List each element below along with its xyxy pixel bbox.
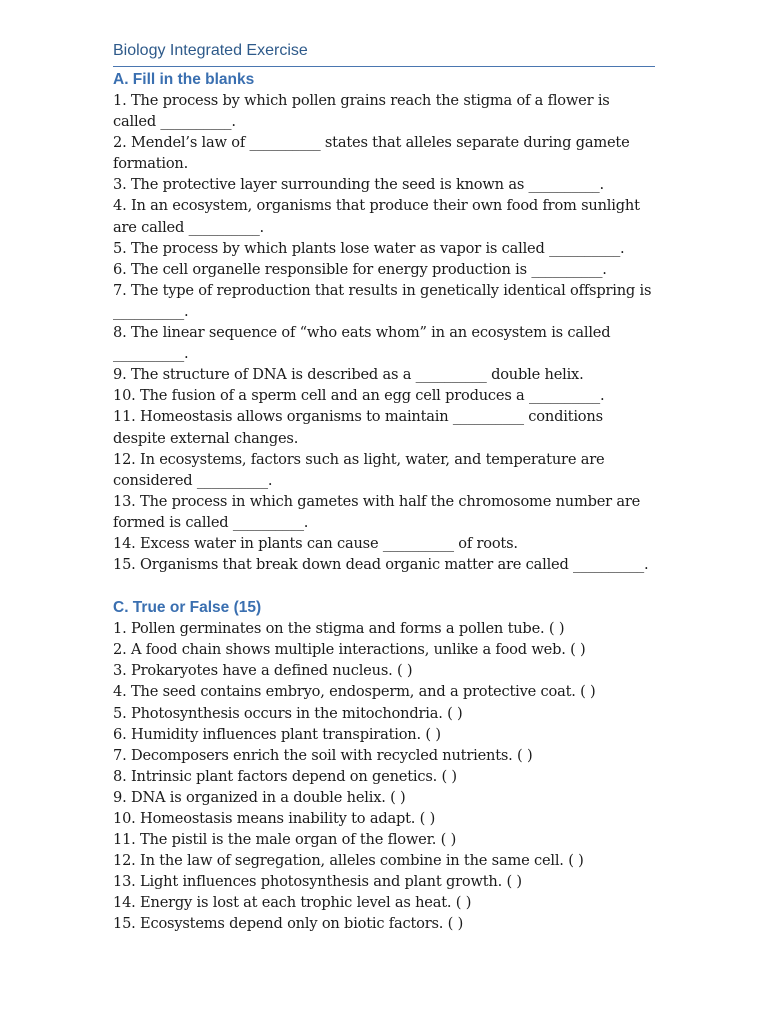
section-true-false bbox=[113, 597, 655, 934]
fill-in-blank-item: 13. The process in which gametes with half the chromosome number are formed is called __________. bbox=[113, 492, 641, 531]
fill-in-blank-item: 14. Excess water in plants can cause __________ of roots. bbox=[113, 534, 518, 552]
document-page bbox=[113, 40, 655, 935]
fill-in-blank-item: 12. In ecosystems, factors such as light, water, and temperature are considered __________. bbox=[113, 450, 605, 489]
true-false-item: 9. DNA is organized in a double helix. ( ) bbox=[113, 788, 406, 806]
true-false-item: 14. Energy is lost at each trophic level as heat. ( ) bbox=[113, 894, 472, 912]
true-false-item: 15. Ecosystems depend only on biotic factors. ( ) bbox=[113, 915, 464, 933]
fill-in-blank-item: 15. Organisms that break down dead organic matter are called __________. bbox=[113, 556, 649, 574]
fill-in-blank-item: 3. The protective layer surrounding the seed is known as __________. bbox=[113, 176, 604, 194]
fill-in-blank-item: 8. The linear sequence of “who eats whom” in an ecosystem is called __________. bbox=[113, 324, 611, 363]
true-false-item: 11. The pistil is the male organ of the flower. ( ) bbox=[113, 831, 457, 849]
section-fill-in-blanks bbox=[113, 69, 655, 575]
true-false-item: 10. Homeostasis means inability to adapt. ( ) bbox=[113, 810, 436, 827]
true-false-item: 13. Light influences photosynthesis and plant growth. ( ) bbox=[113, 873, 522, 891]
fill-in-blank-item: 7. The type of reproduction that results in genetically identical offspring is __________. bbox=[113, 281, 652, 320]
true-false-list bbox=[113, 618, 655, 934]
true-false-item: 4. The seed contains embryo, endosperm, and a protective coat. ( ) bbox=[113, 683, 596, 701]
fill-in-blank-item: 4. In an ecosystem, organisms that produce their own food from sunlight are called __________. bbox=[113, 197, 640, 236]
fill-in-blank-item: 1. The process by which pollen grains reach the stigma of a flower is called __________. bbox=[113, 92, 610, 131]
fill-in-blank-item: 5. The process by which plants lose water as vapor is called __________. bbox=[113, 239, 625, 257]
true-false-item: 1. Pollen germinates on the stigma and forms a pollen tube. ( ) bbox=[113, 620, 565, 638]
fill-in-blank-item: 11. Homeostasis allows organisms to maintain __________ conditions despite external changes. bbox=[113, 408, 603, 447]
fill-in-blank-item: 6. The cell organelle responsible for energy production is __________. bbox=[113, 260, 607, 278]
true-false-item: 5. Photosynthesis occurs in the mitochondria. ( ) bbox=[113, 704, 463, 722]
true-false-item: 8. Intrinsic plant factors depend on genetics. ( ) bbox=[113, 767, 457, 785]
true-false-item: 3. Prokaryotes have a defined nucleus. ( ) bbox=[113, 662, 413, 680]
true-false-item: 2. A food chain shows multiple interactions, unlike a food web. ( ) bbox=[113, 641, 586, 659]
fill-in-blanks-list bbox=[113, 90, 655, 575]
fill-in-blank-item: 2. Mendel’s law of __________ states that alleles separate during gamete formation. bbox=[113, 134, 630, 173]
fill-in-blank-item: 9. The structure of DNA is described as a __________ double helix. bbox=[113, 366, 584, 384]
fill-in-blank-item: 10. The fusion of a sperm cell and an egg cell produces a __________. bbox=[113, 387, 605, 405]
true-false-item: 6. Humidity influences plant transpiration. ( ) bbox=[113, 725, 441, 743]
section-c-heading: C. True or False (15) bbox=[113, 599, 262, 617]
true-false-item: 12. In the law of segregation, alleles combine in the same cell. ( ) bbox=[113, 852, 584, 870]
section-a-heading: A. Fill in the blanks bbox=[113, 71, 255, 88]
document-title: Biology Integrated Exercise bbox=[113, 40, 655, 67]
true-false-item: 7. Decomposers enrich the soil with recycled nutrients. ( ) bbox=[113, 746, 533, 764]
